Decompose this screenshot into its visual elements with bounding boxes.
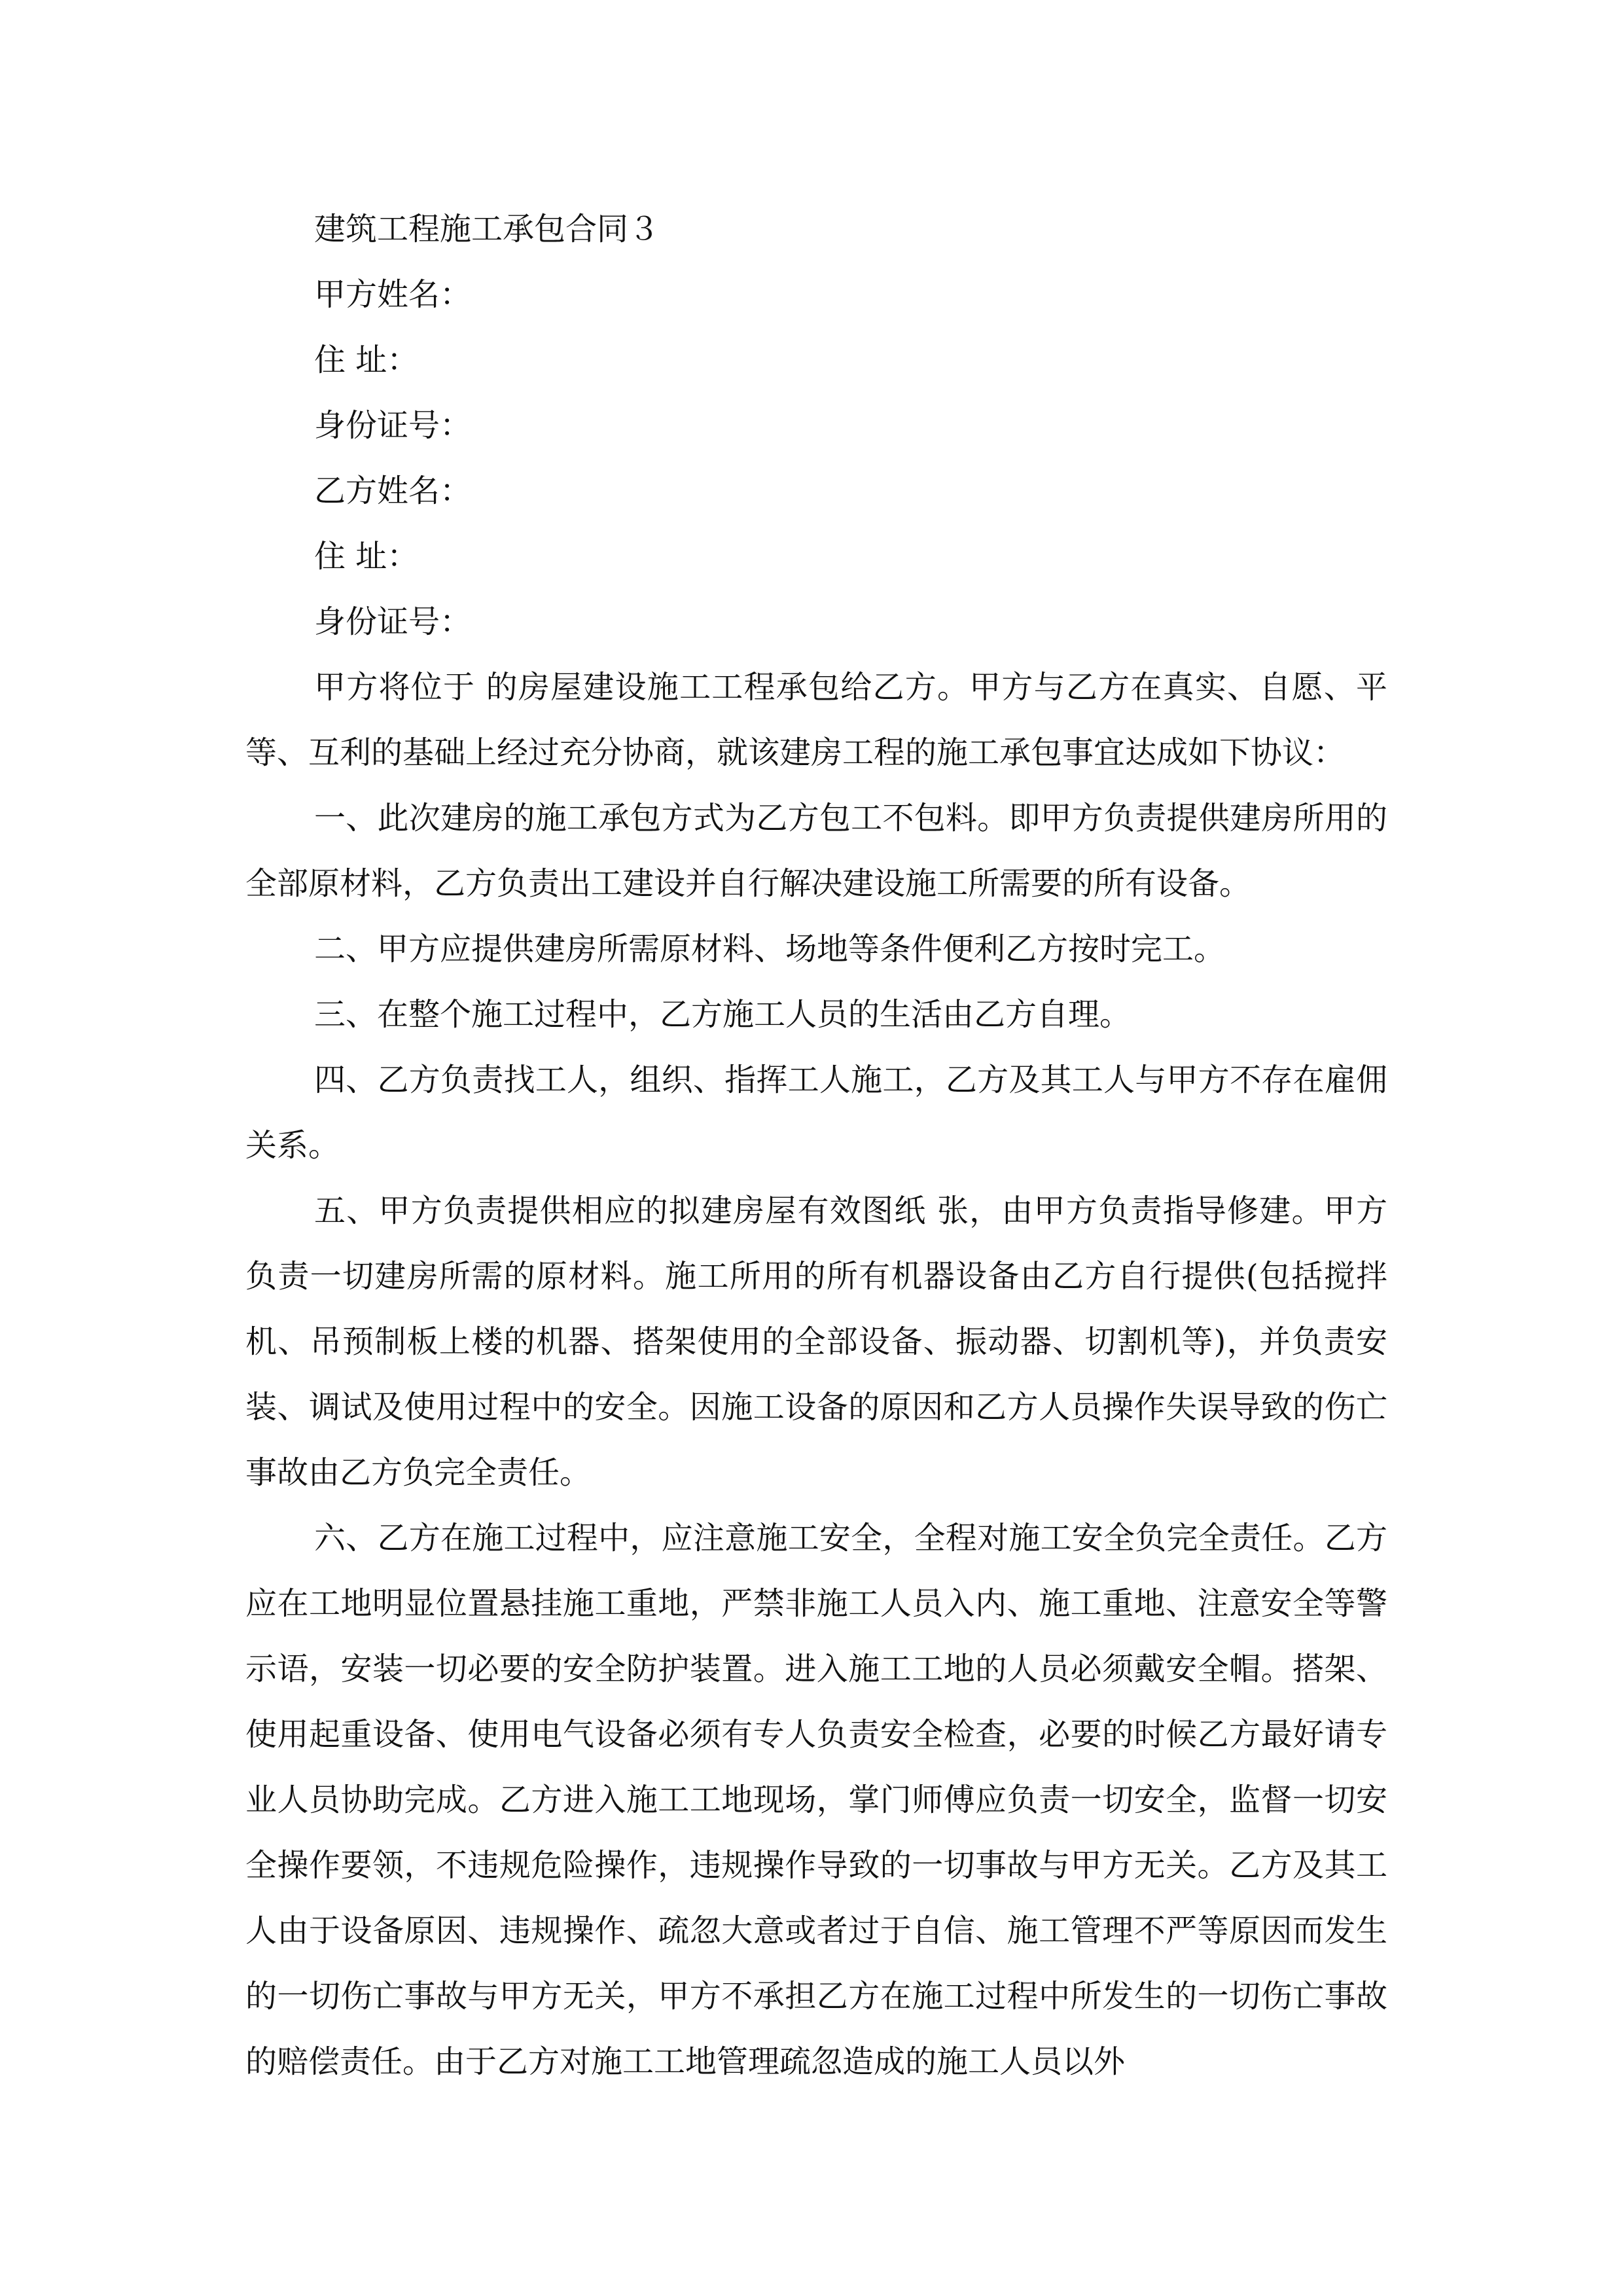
clause-5: 五、甲方负责提供相应的拟建房屋有效图纸 张，由甲方负责指导修建。甲方负责一切建房所需的原材料。施工所用的所有机器设备由乙方自行提供(包括搅拌机、吊预制板上楼的机器、搭架使用的全部设备、振动器、切割机等)，并负责安装、调试及使用过程中的安全。因施工设备的原因和乙方人员操作失误导致的伤亡事故由乙方负完全责任。 (245, 1193, 1387, 1491)
clause-4: 四、乙方负责找工人，组织、指挥工人施工，乙方及其工人与甲方不存在雇佣关系。 (245, 1062, 1387, 1164)
party-a-id-field: 身份证号： (314, 407, 472, 444)
contract-title: 建筑工程施工承包合同３ (314, 211, 660, 247)
intro-paragraph: 甲方将位于 的房屋建设施工工程承包给乙方。甲方与乙方在真实、自愿、平等、互利的基础上经过充分协商，就该建房工程的施工承包事宜达成如下协议： (245, 669, 1387, 771)
clause-2: 二、甲方应提供建房所需原材料、场地等条件便利乙方按时完工。 (314, 931, 1226, 967)
clause-6: 六、乙方在施工过程中，应注意施工安全，全程对施工安全负完全责任。乙方应在工地明显位置悬挂施工重地，严禁非施工人员入内、施工重地、注意安全等警示语，安装一切必要的安全防护装置。进入施工工地的人员必须戴安全帽。搭架、使用起重设备、使用电气设备必须有专人负责安全检查，必要的时候乙方最好请专业人员协助完成。乙方进入施工工地现场，掌门师傅应负责一切安全，监督一切安全操作要领，不违规危险操作，违规操作导致的一切事故与甲方无关。乙方及其工人由于设备原因、违规操作、疏忽大意或者过于自信、施工管理不严等原因而发生的一切伤亡事故与甲方无关，甲方不承担乙方在施工过程中所发生的一切伤亡事故的赔偿责任。由于乙方对施工工地管理疏忽造成的施工人员以外 (245, 1520, 1387, 2080)
party-b-address-field: 住 址： (314, 538, 419, 575)
party-a-name-field: 甲方姓名： (314, 276, 472, 313)
clause-1: 一、此次建房的施工承包方式为乙方包工不包料。即甲方负责提供建房所用的全部原材料，乙方负责出工建设并自行解决建设施工所需要的所有设备。 (245, 800, 1387, 902)
party-a-address-field: 住 址： (314, 342, 419, 378)
clause-3: 三、在整个施工过程中，乙方施工人员的生活由乙方自理。 (314, 996, 1132, 1033)
document-body (245, 196, 1387, 2094)
party-b-id-field: 身份证号： (314, 603, 472, 640)
party-b-name-field: 乙方姓名： (314, 473, 472, 509)
